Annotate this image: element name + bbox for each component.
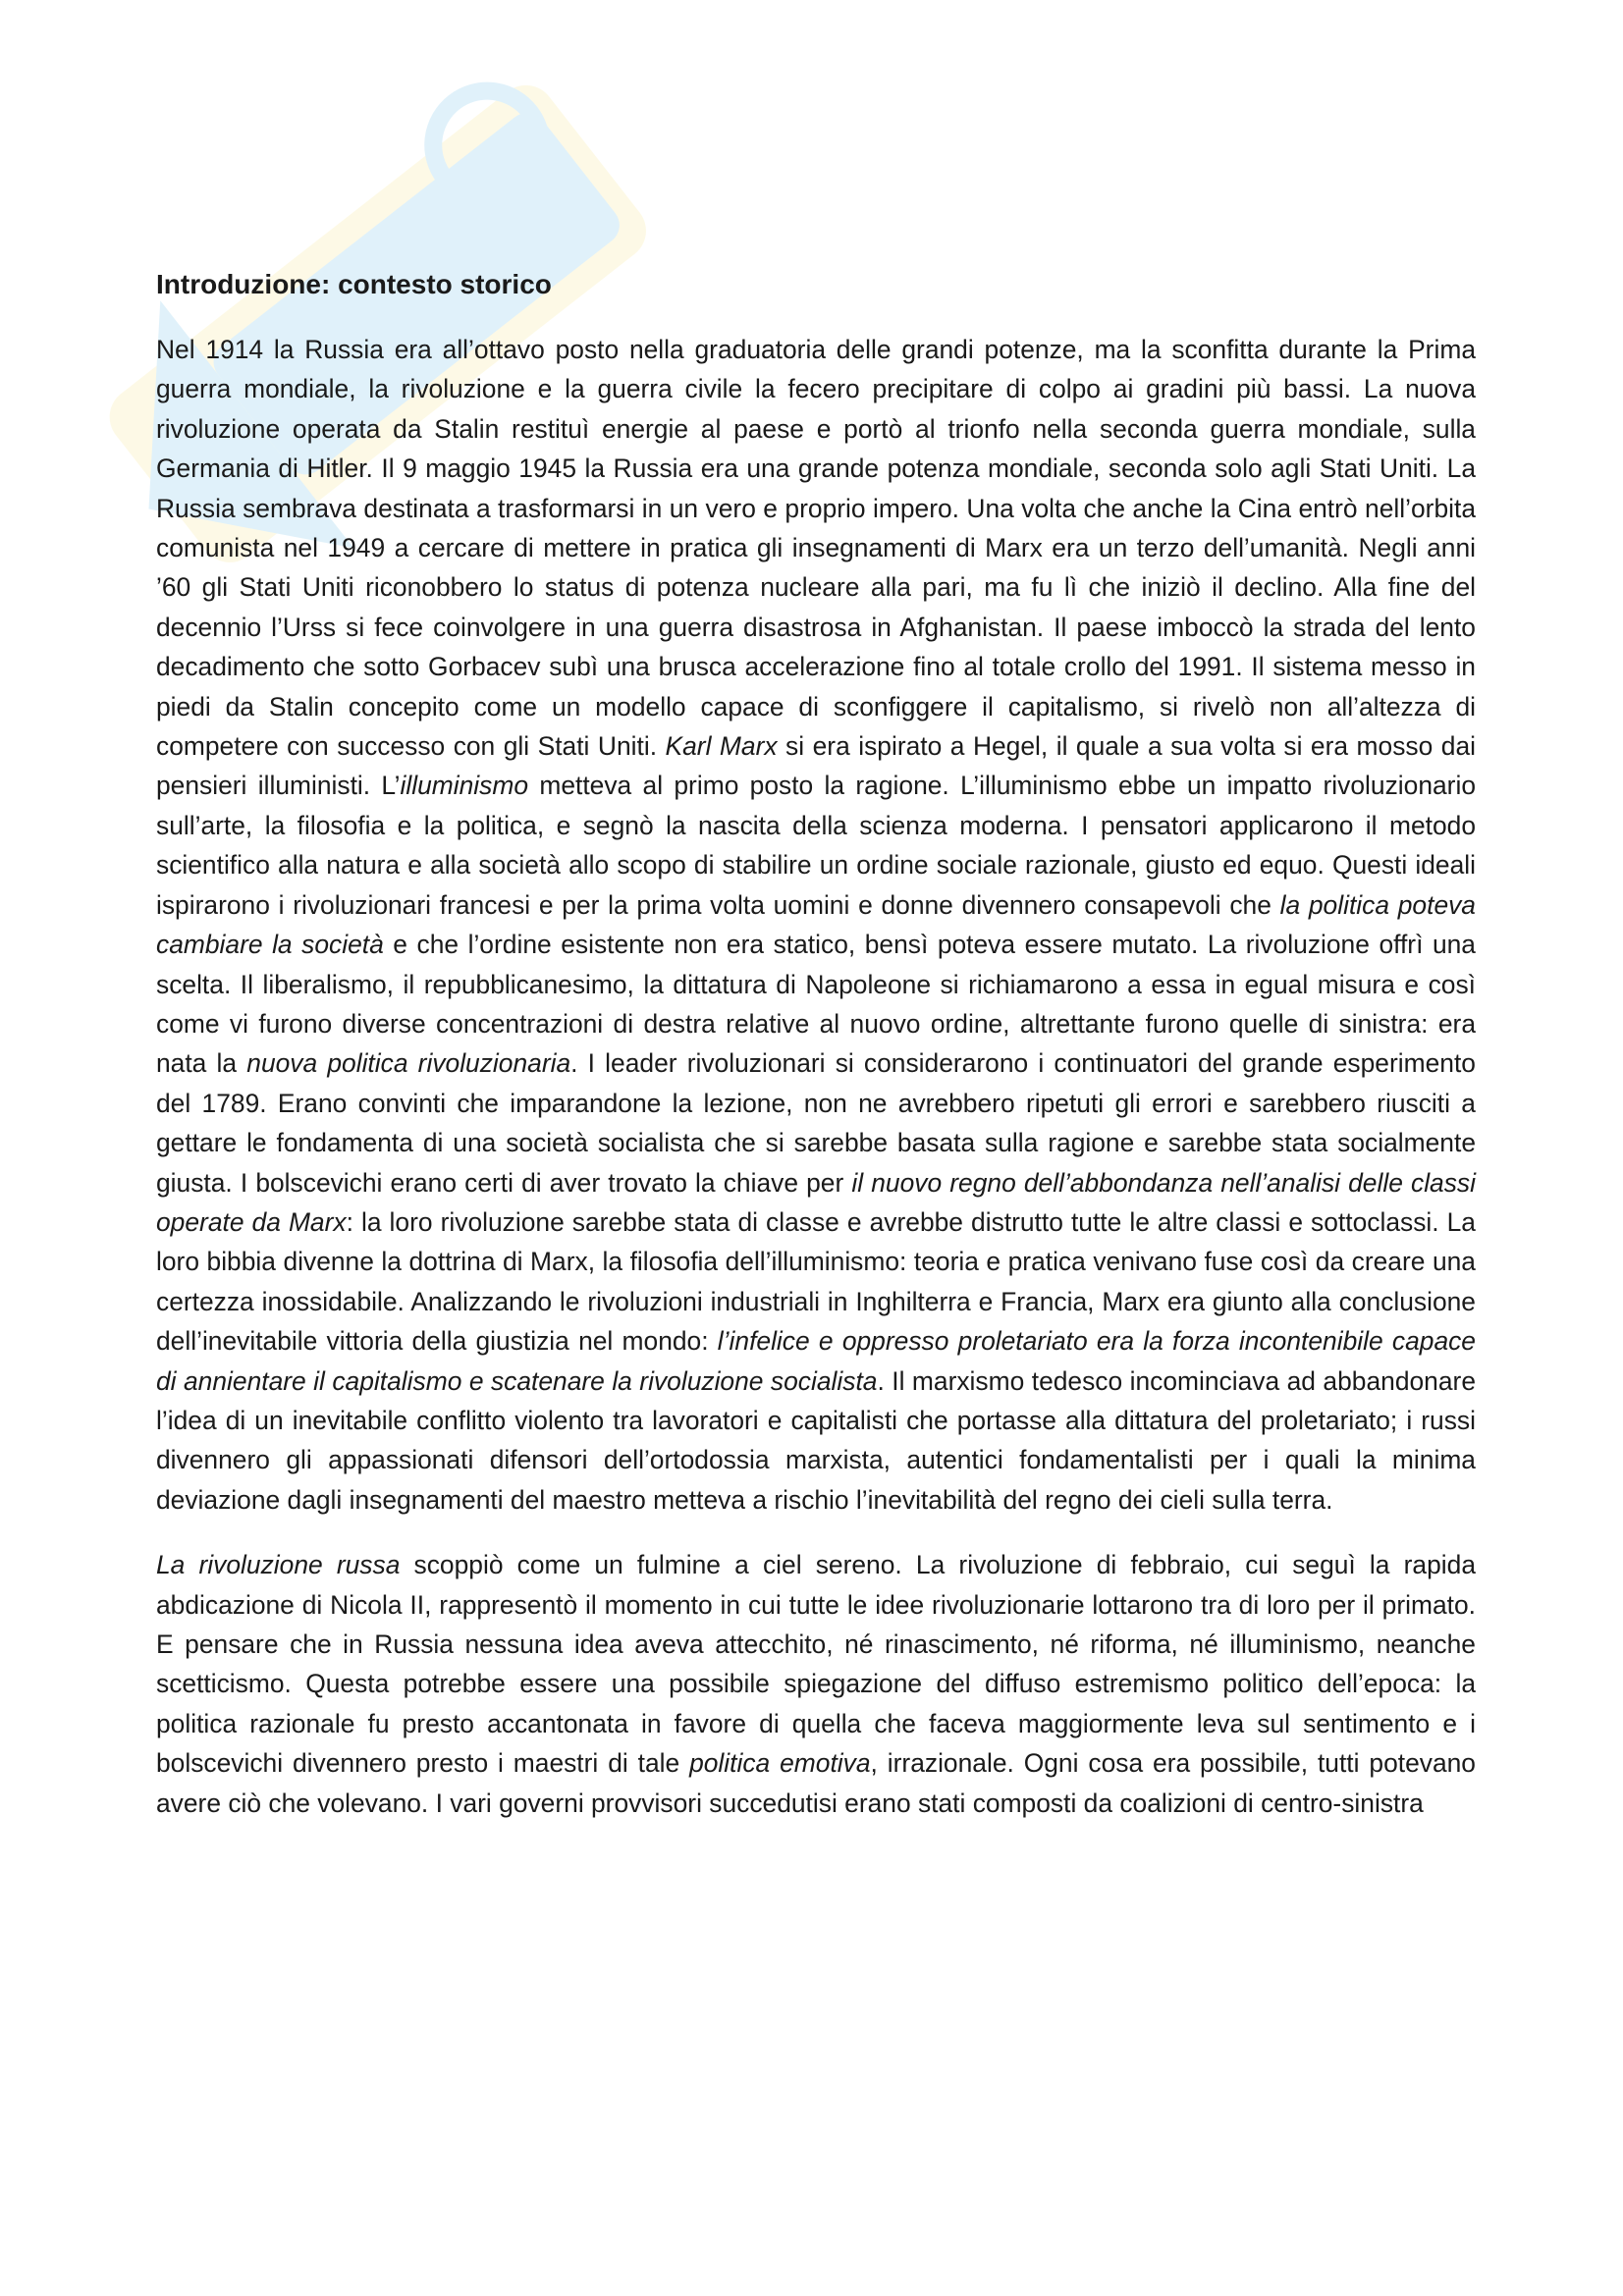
italic-text: l’infelice e oppresso proletariato era la forza incontenibile capace di annientare il capitalismo e scatenare la rivoluzione socialista (156, 1326, 1476, 1396)
paragraph-text: , irrazionale. Ogni cosa era possibile, tutti potevano avere ciò che volevano. I vari governi provvisori succedutisi erano stati composti da coalizioni di centro-sinistra (156, 1748, 1476, 1818)
document-body (156, 330, 1476, 1823)
italic-text: la politica poteva cambiare la società (156, 889, 1476, 960)
paragraph-text: . I leader rivoluzionari si considerarono i continuatori del grande esperimento del 1789. Erano convinti che imparandone la lezione, non ne avrebbero ripetuti gli errori e sarebbero riusciti a gettare le fondamenta di una società socialista che si sarebbe basata sulla ragione e sarebbe stata socialmente giusta. I bolscevichi erano certi di aver trovato la chiave per (156, 1048, 1476, 1198)
body-paragraph (156, 330, 1476, 1520)
paragraph-text: si era ispirato a Hegel, il quale a sua volta si era mosso dai pensieri illuministi. L’ (156, 731, 1476, 801)
watermark-ring (411, 69, 563, 220)
paragraph-text: : la loro rivoluzione sarebbe stata di classe e avrebbe distrutto tutte le altre classi e sottoclassi. La loro bibbia divenne la dottrina di Marx, la filosofia dell’illuminismo: teoria e pratica venivano fuse così da creare una certezza inossidabile. Analizzando le rivoluzioni industriali in Inghilterra e Francia, Marx era giunto alla conclusione dell’inevitabile vittoria della giustizia nel mondo: (156, 1206, 1476, 1357)
body-paragraph (156, 1545, 1476, 1823)
italic-text: politica emotiva (689, 1748, 871, 1779)
paragraph-text: Nel 1914 la Russia era all’ottavo posto nella graduatoria delle grandi potenze, ma la sconfitta durante la Prima guerra mondiale, la rivoluzione e la guerra civile la fecero precipitare di colpo ai gradini più bassi. La nuova rivoluzione operata da Stalin restituì energie al paese e portò al trionfo nella seconda guerra mondiale, sulla Germania di Hitler. Il 9 maggio 1945 la Russia era una grande potenza mondiale, seconda solo agli Stati Uniti. La Russia sembrava destinata a trasformarsi in un vero e proprio impero. Una volta che anche la Cina entrò nell’orbita comunista nel 1949 a cercare di mettere in pratica gli insegnamenti di Marx era un terzo dell’umanità. Negli anni ’60 gli Stati Uniti riconobbero lo status di potenza nucleare alla pari, ma fu lì che iniziò il declino. Alla fine del decennio l’Urss si fece coinvolgere in una guerra disastrosa in Afghanistan. Il paese imboccò la strada del lento decadimento che sotto Gorbacev subì una brusca accelerazione fino al totale crollo del 1991. Il sistema messo in piedi da Stalin concepito come un modello capace di sconfiggere il capitalismo, si rivelò non all’altezza di competere con successo con gli Stati Uniti. (156, 335, 1476, 762)
paragraph-text: . Il marxismo tedesco incominciava ad abbandonare l’idea di un inevitabile conflitto violento tra lavoratori e capitalisti che portasse alla dittatura del proletariato; i russi divennero gli appassionati difensori dell’ortodossia marxista, autentici fondamentalisti per i quali la minima deviazione dagli insegnamenti del maestro metteva a rischio l’inevitabilità del regno dei cieli sulla terra. (156, 1365, 1476, 1515)
document-page (156, 267, 1476, 1848)
section-heading: Introduzione: contesto storico (156, 269, 552, 299)
italic-text: nuova politica rivoluzionaria (246, 1048, 571, 1079)
italic-text: illuminismo (400, 771, 529, 801)
paragraph-text: scoppiò come un fulmine a ciel sereno. La rivoluzione di febbraio, cui seguì la rapida abdicazione di Nicola II, rappresentò il momento in cui tutte le idee rivoluzionarie lottarono tra di loro per il primato. E pensare che in Russia nessuna idea aveva attecchito, né rinascimento, né riforma, né illuminismo, neanche scetticismo. Questa potrebbe essere una possibile spiegazione del diffuso estremismo politico dell’epoca: la politica razionale fu presto accantonata in favore di quella che faceva maggiormente leva sul sentimento e i bolscevichi divennero presto i maestri di tale (156, 1550, 1476, 1779)
italic-text: il nuovo regno dell’abbondanza nell’analisi delle classi operate da Marx (156, 1167, 1476, 1237)
italic-text: Karl Marx (665, 731, 778, 762)
paragraph-text: e che l’ordine esistente non era statico, bensì poteva essere mutato. La rivoluzione offrì una scelta. Il liberalismo, il repubblicanesimo, la dittatura di Napoleone si richiamarono a essa in egual misura e così come vi furono diverse concentrazioni di destra relative al nuovo ordine, altrettante furono quelle di sinistra: era nata la (156, 930, 1476, 1079)
italic-text: La rivoluzione russa (156, 1550, 401, 1580)
paragraph-text: metteva al primo posto la ragione. L’illuminismo ebbe un impatto rivoluzionario sull’arte, la filosofia e la politica, e segnò la nascita della scienza moderna. I pensatori applicarono il metodo scientifico alla natura e alla società allo scopo di stabilire un ordine sociale razionale, giusto ed equo. Questi ideali ispirarono i rivoluzionari francesi e per la prima volta uomini e donne divennero consapevoli che (156, 771, 1477, 920)
